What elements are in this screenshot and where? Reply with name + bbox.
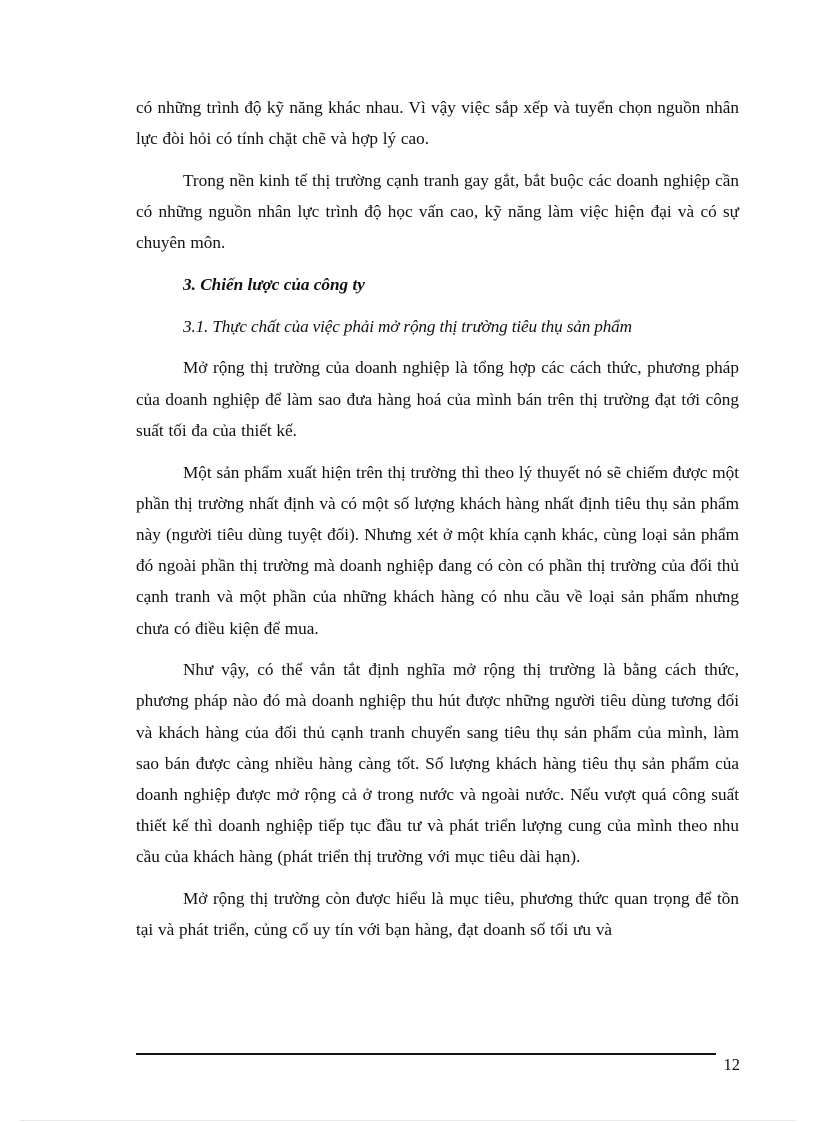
paragraph-product-market: Một sản phẩm xuất hiện trên thị trường thì theo lý thuyết nó sẽ chiếm được một phần thị trường nhất định và có một số lượng khách hàng nhất định tiêu thụ sản phẩm này (người tiêu dùng tuyệt đối). Nhưng xét ở một khía cạnh khác, cùng loại sản phẩm đó ngoài phần thị trường mà doanh nghiệp đang có còn có phần thị trường của đối thủ cạnh tranh và một phần của những khách hàng có nhu cầu về loại sản phẩm nhưng chưa có điều kiện để mua.: [136, 462, 739, 638]
footer-rule: [136, 1053, 716, 1055]
paragraph-summary-definition: Như vậy, có thể vắn tắt định nghĩa mở rộng thị trường là bằng cách thức, phương pháp nào đó mà doanh nghiệp thu hút được những người tiêu dùng tương đối và khách hàng của đối thủ cạnh tranh chuyển sang tiêu thụ sản phẩm của mình, làm sao bán được càng nhiều hàng càng tốt. Số lượng khách hàng tiêu thụ sản phẩm của doanh nghiệp được mở rộng cả ở trong nước và ngoài nước. Nếu vượt quá công suất thiết kế thì doanh nghiệp tiếp tục đầu tư và phát triển lượng cung của mình theo nhu cầu của khách hàng (phát triển thị trường với mục tiêu dài hạn).: [136, 660, 739, 867]
paragraph-market-definition: Mở rộng thị trường của doanh nghiệp là tổng hợp các cách thức, phương pháp của doanh nghiệp để làm sao đưa hàng hoá của mình bán trên thị trường đạt tới công suất tối đa của thiết kế.: [136, 358, 739, 440]
paragraph-continuation: có những trình độ kỹ năng khác nhau. Vì vậy việc sắp xếp và tuyển chọn nguồn nhân lực đòi hỏi có tính chặt chẽ và hợp lý cao.: [136, 98, 739, 149]
page-edge-divider: [20, 1120, 796, 1121]
section-heading: 3. Chiến lược của công ty: [183, 275, 365, 295]
subsection-heading: 3.1. Thực chất của việc phải mở rộng thị trường tiêu thụ sản phẩm: [183, 316, 632, 336]
paragraph-market-goal: Mở rộng thị trường còn được hiểu là mục tiêu, phương thức quan trọng để tồn tại và phát triển, củng cố uy tín với bạn hàng, đạt doanh số tối ưu và: [136, 889, 739, 940]
page-number: 12: [723, 1055, 740, 1074]
document-body: [136, 92, 739, 956]
paragraph-workforce: Trong nền kinh tế thị trường cạnh tranh gay gắt, bắt buộc các doanh nghiệp cần có những nguồn nhân lực trình độ học vấn cao, kỹ năng làm việc hiện đại và có sự chuyên môn.: [136, 170, 739, 253]
